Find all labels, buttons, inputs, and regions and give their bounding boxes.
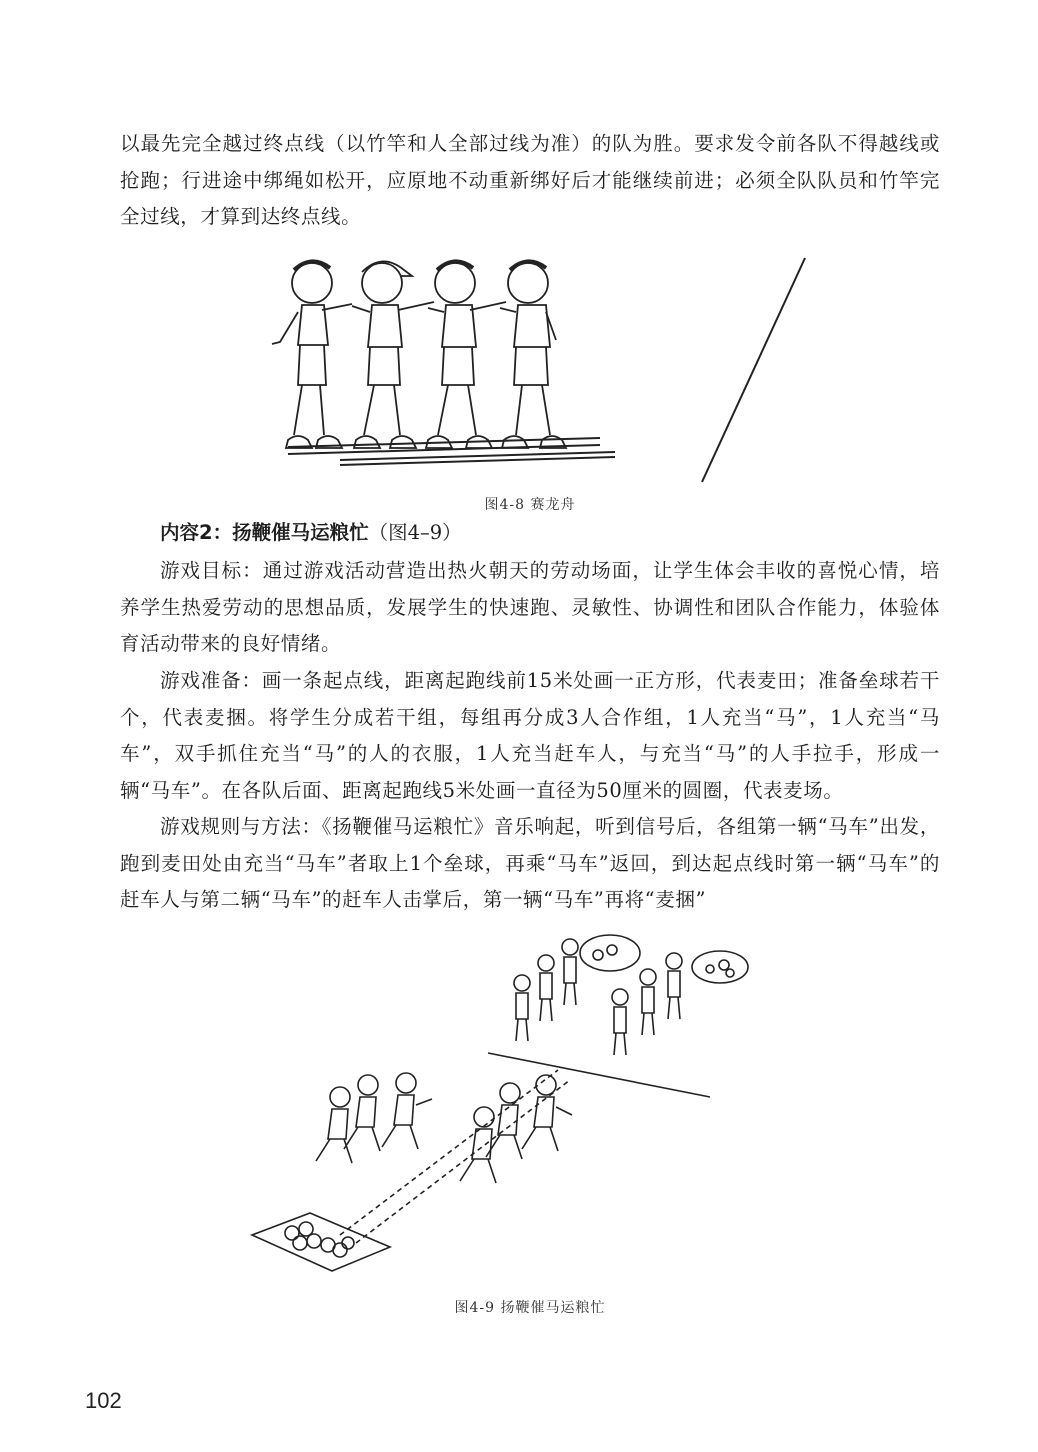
figure-dragon-boat-illustration xyxy=(270,250,830,490)
section-heading-title: 内容2：扬鞭催马运粮忙 xyxy=(160,521,369,544)
paragraph-game-rules: 游戏规则与方法：《扬鞭催马运粮忙》音乐响起，听到信号后，各组第一辆“马车”出发，跑到麦田处由充当“马车”者取上1个垒球，再乘“马车”返回，到达起点线时第一辆“马车”的赶车人与第二辆“马车”的赶车人击掌后，第一辆“马车”再将“麦捆” xyxy=(120,815,940,911)
figure-4-9-caption: 图4-9 扬鞭催马运粮忙 xyxy=(454,1300,606,1316)
paragraph-race-rules: 以最先完全越过终点线（以竹竿和人全部过线为准）的队为胜。要求发令前各队不得越线或抢跑；行进途中绑绳如松开，应原地不动重新绑好后才能继续前进；必须全队队员和竹竿完全过线，才算到达终点线。 xyxy=(120,132,940,228)
section-heading xyxy=(160,518,462,548)
figure-4-8-caption: 图4-8 赛龙舟 xyxy=(484,497,576,513)
page-number: 102 xyxy=(85,1388,122,1413)
paragraph-game-goal: 游戏目标：通过游戏活动营造出热火朝天的劳动场面，让学生体会丰收的喜悦心情，培养学生热爱劳动的思想品质，发展学生的快速跑、灵敏性、协调性和团队合作能力，体验体育活动带来的良好情绪。 xyxy=(120,559,940,655)
figure-horse-cart-illustration xyxy=(240,925,780,1295)
paragraph-game-prep: 游戏准备：画一条起点线，距离起跑线前15米处画一正方形，代表麦田；准备垒球若干个，代表麦捆。将学生分成若干组，每组再分成3人合作组，1人充当“马”，1人充当“马车”，双手抓住充当“马”的人的衣服，1人充当赶车人，与充当“马”的人手拉手，形成一辆“马车”。在各队后面、距离起跑线5米处画一直径为50厘米的圆圈，代表麦场。 xyxy=(120,669,940,802)
section-heading-figure-ref: （图4–9） xyxy=(368,521,462,544)
